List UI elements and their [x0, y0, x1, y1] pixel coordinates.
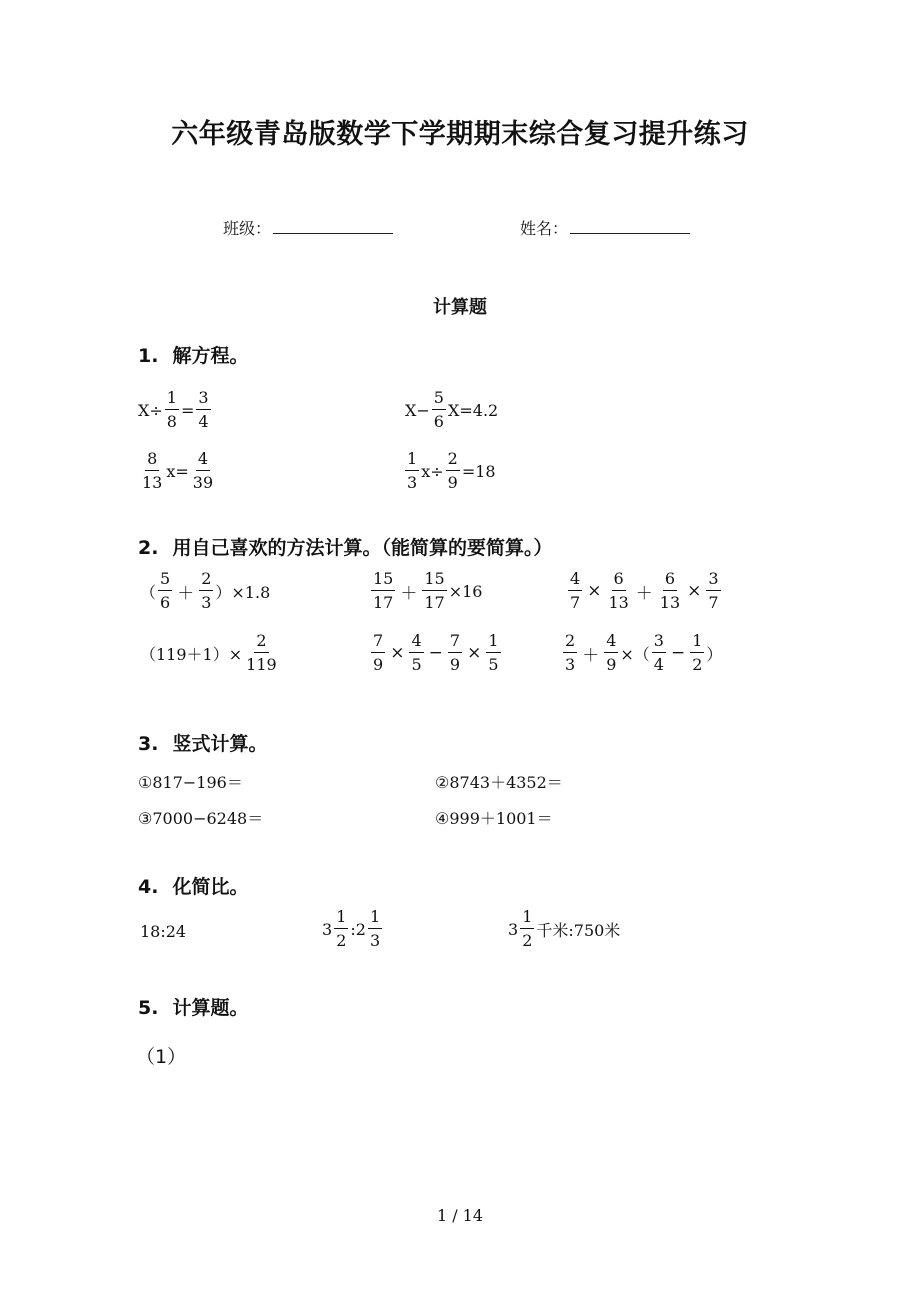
question-title: 竖式计算。: [172, 733, 268, 755]
fraction: [422, 571, 446, 611]
equation-2: [405, 390, 498, 430]
expr-text: ）: [706, 644, 723, 664]
expr-text: X−: [405, 400, 430, 420]
fraction: [140, 451, 164, 491]
operator: ＋: [400, 583, 418, 604]
numerator: 1: [334, 909, 348, 929]
calc-1: [140, 571, 270, 611]
denominator: 6: [433, 412, 444, 431]
fraction: [606, 571, 630, 611]
ratio-3: [508, 909, 620, 949]
whole-number: 3: [322, 919, 333, 939]
numerator: 5: [158, 571, 172, 591]
expr-text: （119＋1）×: [140, 644, 243, 664]
denominator: 8: [166, 412, 177, 431]
calc-3: [566, 571, 723, 611]
numerator: 5: [432, 390, 446, 410]
section-title: 计算题: [433, 297, 487, 318]
operator: ＋: [177, 583, 195, 604]
ratio-1: 18:24: [140, 922, 187, 941]
denominator: 2: [692, 655, 703, 674]
numerator: 2: [446, 451, 460, 471]
name-label: 姓名：: [520, 219, 569, 238]
numerator: 3: [652, 633, 666, 653]
fraction: [368, 909, 382, 949]
operator: ×: [587, 581, 602, 601]
operator: ×: [467, 643, 482, 663]
operator: ×: [687, 581, 702, 601]
question-number: 3.: [138, 733, 159, 755]
numerator: 4: [196, 451, 210, 471]
calc-6: [561, 633, 722, 673]
expr-text: ×（: [620, 644, 650, 664]
name-blank[interactable]: [570, 219, 690, 234]
numerator: 1: [368, 909, 382, 929]
operator: ＋: [635, 583, 653, 604]
expr-text: 千米:750米: [536, 920, 621, 940]
denominator: 3: [369, 931, 381, 950]
numerator: 6: [612, 571, 626, 591]
vertical-calc-3: ③7000−6248＝: [138, 809, 264, 828]
denominator: 6: [160, 593, 171, 612]
operator: ×: [390, 643, 405, 663]
denominator: 3: [565, 655, 576, 674]
fraction: [191, 451, 215, 491]
numerator: 3: [196, 390, 210, 410]
denominator: 7: [708, 593, 719, 612]
denominator: 17: [424, 593, 445, 612]
numerator: 1: [520, 909, 534, 929]
fraction: [165, 390, 179, 430]
whole-number: 3: [508, 919, 519, 939]
numerator: 4: [604, 633, 618, 653]
denominator: 4: [198, 412, 209, 431]
numerator: 7: [371, 633, 385, 653]
fraction: [432, 390, 446, 430]
fraction: [371, 633, 385, 673]
denominator: 13: [659, 593, 681, 612]
denominator: 2: [336, 931, 347, 950]
denominator: 4: [653, 655, 664, 674]
question-3-heading: [138, 729, 267, 756]
question-5-heading: [138, 993, 248, 1020]
question-title: 用自己喜欢的方法计算。（能简算的要简算。）: [172, 537, 553, 559]
operator: −: [428, 643, 443, 663]
numerator: 3: [706, 571, 720, 591]
denominator: 7: [570, 593, 581, 612]
operator: ＋: [582, 645, 600, 666]
equation-1: [138, 390, 213, 430]
expr-text: X÷: [138, 400, 163, 420]
denominator: 2: [522, 931, 533, 950]
numerator: 4: [409, 633, 423, 653]
question-number: 2.: [138, 537, 159, 559]
denominator: 13: [608, 593, 629, 612]
fraction: [199, 571, 213, 611]
calc-4: [140, 633, 281, 673]
denominator: 17: [373, 593, 394, 612]
vertical-calc-1: ①817−196＝: [138, 773, 243, 792]
question-title: 解方程。: [172, 345, 249, 367]
question-title: 化简比。: [172, 876, 249, 898]
question-1-heading: [138, 341, 248, 368]
fraction: [706, 571, 720, 611]
numerator: 1: [486, 633, 500, 653]
question-number: 5.: [138, 997, 159, 1019]
question-number: 4.: [138, 876, 159, 898]
numerator: 6: [663, 571, 677, 591]
question-number: 1.: [138, 345, 159, 367]
fraction: [690, 633, 704, 673]
fraction: [486, 633, 500, 673]
page-number: 1 / 14: [436, 1206, 484, 1225]
numerator: 15: [371, 571, 395, 591]
expr-text: （: [140, 582, 157, 602]
denominator: 39: [192, 473, 214, 492]
equation-4: [403, 451, 496, 491]
denominator: 13: [142, 473, 163, 492]
expr-text: :2: [350, 919, 366, 939]
equation-3: [138, 451, 217, 491]
fraction: [568, 571, 582, 611]
fraction: [604, 633, 618, 673]
numerator: 8: [145, 451, 159, 471]
fraction: [405, 451, 419, 491]
fraction: [448, 633, 462, 673]
fraction: [244, 633, 279, 673]
fraction: [652, 633, 666, 673]
fraction: [446, 451, 460, 491]
fraction: [196, 390, 210, 430]
expr-text: ）×1.8: [215, 582, 271, 602]
ratio-2: [322, 909, 384, 949]
expr-text: x=: [166, 461, 189, 481]
class-field: [223, 216, 393, 239]
fraction: [658, 571, 682, 611]
denominator: 3: [407, 473, 418, 492]
question-title: 计算题。: [172, 997, 249, 1019]
calc-2: [369, 571, 482, 611]
expr-text: =: [180, 400, 195, 420]
denominator: 3: [201, 593, 212, 612]
denominator: 5: [411, 655, 422, 674]
class-blank[interactable]: [273, 219, 393, 234]
page-title: 六年级青岛版数学下学期期末综合复习提升练习: [171, 119, 749, 150]
sub-question-1: （1）: [136, 1046, 187, 1068]
expr-text: ×16: [448, 581, 483, 601]
numerator: 1: [405, 451, 419, 471]
denominator: 9: [447, 473, 458, 492]
numerator: 7: [448, 633, 462, 653]
class-label: 班级：: [223, 219, 272, 238]
fraction: [334, 909, 348, 949]
numerator: 2: [254, 633, 268, 653]
fraction: [371, 571, 395, 611]
numerator: 2: [563, 633, 577, 653]
expr-text: =18: [461, 461, 496, 481]
operator: −: [670, 643, 686, 663]
expr-text: X=4.2: [447, 400, 499, 420]
vertical-calc-2: ②8743＋4352＝: [435, 773, 563, 792]
question-4-heading: [138, 872, 248, 899]
vertical-calc-4: ④999＋1001＝: [435, 809, 553, 828]
question-2-heading: [138, 533, 552, 560]
fraction: [520, 909, 534, 949]
numerator: 4: [568, 571, 582, 591]
calc-5: [369, 633, 503, 673]
numerator: 1: [165, 390, 179, 410]
numerator: 1: [690, 633, 704, 653]
numerator: 2: [199, 571, 213, 591]
denominator: 9: [606, 655, 617, 674]
fraction: [409, 633, 423, 673]
denominator: 119: [246, 655, 277, 674]
name-field: [520, 216, 690, 239]
fraction: [158, 571, 172, 611]
expr-text: x÷: [421, 461, 444, 481]
numerator: 15: [422, 571, 446, 591]
denominator: 9: [373, 655, 384, 674]
fraction: [563, 633, 577, 673]
denominator: 5: [488, 655, 499, 674]
denominator: 9: [449, 655, 461, 674]
